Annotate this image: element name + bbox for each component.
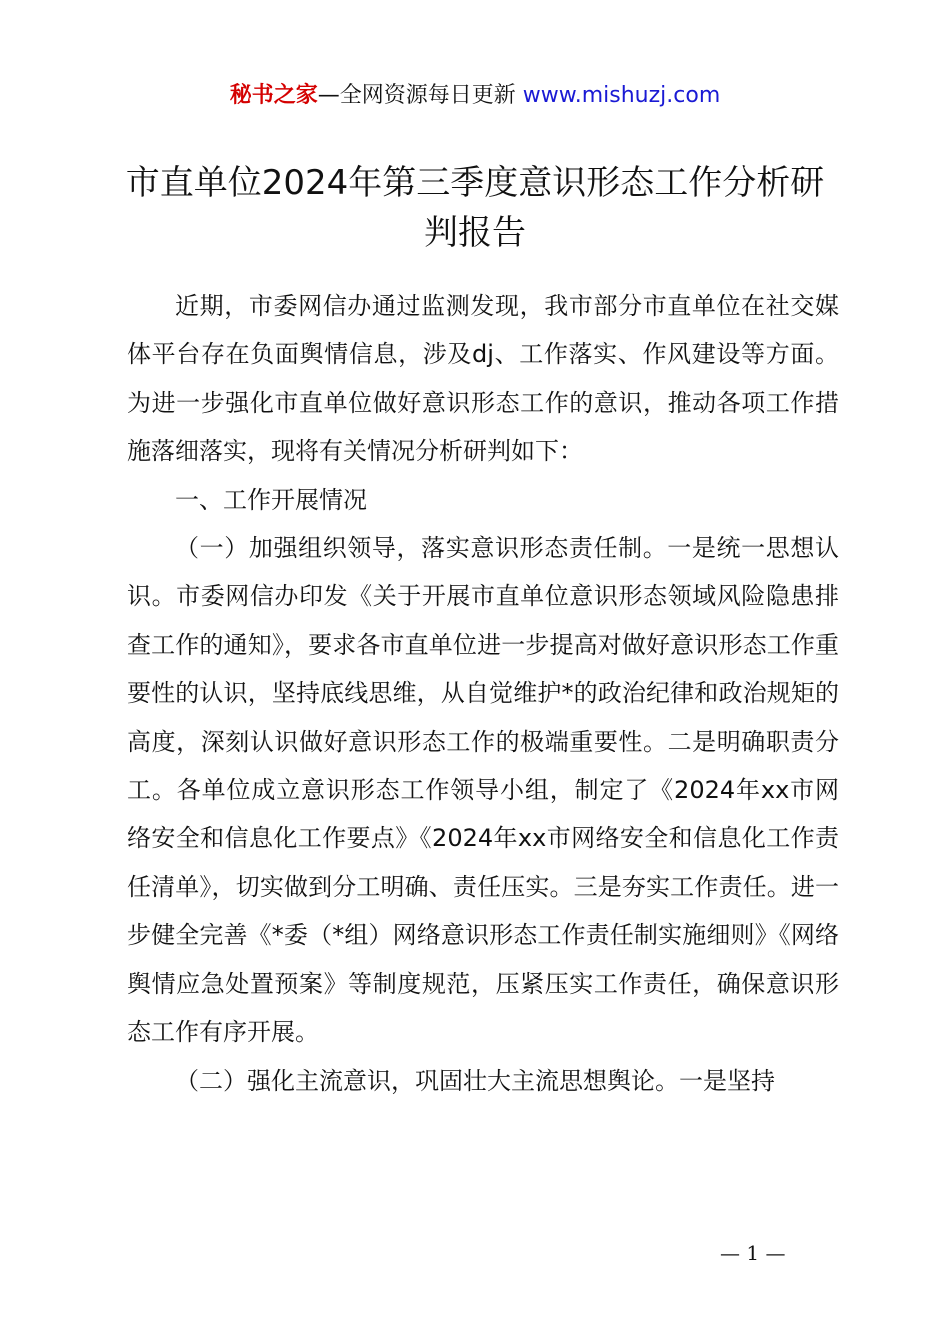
section-heading: 一、工作开展情况 <box>175 485 367 514</box>
document-title: 市直单位2024年第三季度意识形态工作分析研判报告 <box>125 163 825 253</box>
site-banner <box>0 78 950 114</box>
page-number: — 1 — <box>720 1241 786 1265</box>
brand-name: 秘书之家 <box>229 83 318 108</box>
document-body <box>127 282 839 1105</box>
body-paragraph: （二）强化主流意识，巩固壮大主流思想舆论。一是坚持 <box>175 1066 775 1095</box>
site-url-link[interactable]: www.mishuzj.com <box>522 83 721 108</box>
intro-paragraph: 近期，市委网信办通过监测发现，我市部分市直单位在社交媒体平台存在负面舆情信息，涉及dj、工作落实、作风建设等方面。为进一步强化市直单位做好意识形态工作的意识，推动各项工作措施落细落实，现将有关情况分析研判如下： <box>127 292 839 466</box>
body-paragraph: （一）加强组织领导，落实意识形态责任制。一是统一思想认识。市委网信办印发《关于开展市直单位意识形态领域风险隐患排查工作的通知》，要求各市直单位进一步提高对做好意识形态工作重要性的认识，坚持底线思维，从自觉维护*的政治纪律和政治规矩的高度，深刻认识做好意识形态工作的极端重要性。二是明确职责分工。各单位成立意识形态工作领导小组，制定了《2024年xx市网络安全和信息化工作要点》《2024年xx市网络安全和信息化工作责任清单》，切实做到分工明确、责任压实。三是夯实工作责任。进一步健全完善《*委（*组）网络意识形态工作责任制实施细则》《网络舆情应急处置预案》等制度规范，压紧压实工作责任，确保意识形态工作有序开展。 <box>127 534 839 1047</box>
banner-tagline: —全网资源每日更新 <box>317 83 523 108</box>
